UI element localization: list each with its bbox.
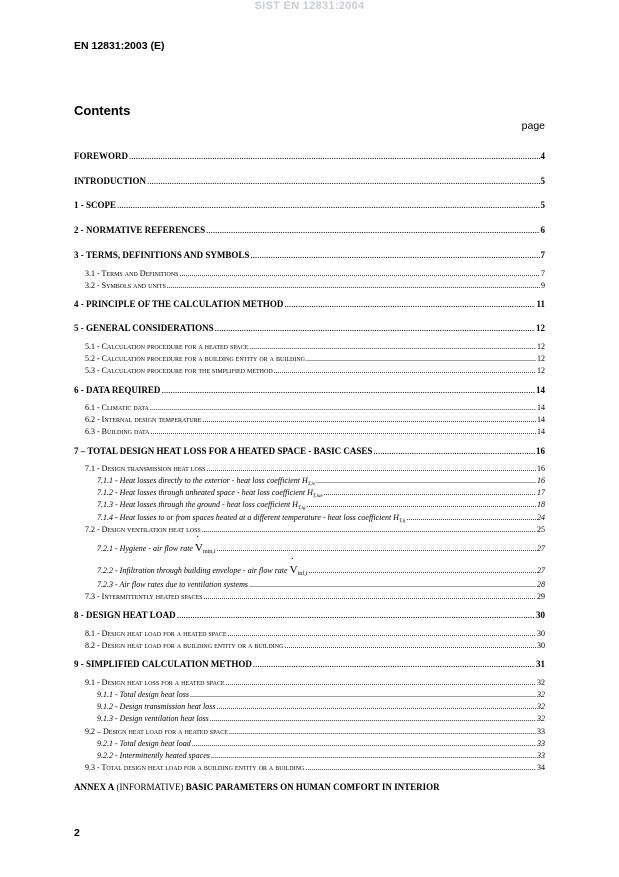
toc-entry-simplified-method[interactable]: 9 - SIMPLIFIED CALCULATION METHOD ..... 31 bbox=[74, 659, 545, 670]
toc-entry-7-1-1[interactable]: 7.1.1 - Heat losses directly to the exterior - heat loss coefficient $H_{T,ie}$ ..... 16 bbox=[97, 476, 545, 490]
toc-entry-8-1[interactable]: 8.1 - Design heat load for a heated space ..... 30 bbox=[85, 629, 545, 639]
toc-entry-7-1-4[interactable]: 7.1.4 - Heat losses to or from spaces heated at a different temperature - heat loss coefficient $H_{T,ij}$ ..... 24 bbox=[97, 513, 545, 527]
watermark: SIST EN 12831:2004 bbox=[254, 0, 365, 12]
toc-entry-normative-references[interactable]: 2 - NORMATIVE REFERENCES ..... 6 bbox=[74, 225, 545, 236]
toc-entry-scope[interactable]: 1 - SCOPE ..... 5 bbox=[74, 200, 545, 211]
toc-entry-7-2-3[interactable]: 7.2.3 - Air flow rates due to ventilation systems ..... 28 bbox=[97, 580, 545, 590]
toc-entry-9-2[interactable]: 9.2 – Design heat load for a heated space ..... 33 bbox=[85, 727, 545, 737]
toc-entry-principle[interactable]: 4 - PRINCIPLE OF THE CALCULATION METHOD ..... 11 bbox=[74, 299, 545, 310]
toc-entry-7-3[interactable]: 7.3 - Intermittently heated spaces ..... 29 bbox=[85, 592, 545, 602]
toc-entry-5-3[interactable]: 5.3 - Calculation procedure for the simplified method ..... 12 bbox=[85, 366, 545, 376]
toc-entry-9-1-1[interactable]: 9.1.1 - Total design heat loss ..... 32 bbox=[97, 690, 545, 700]
toc-entry-terms[interactable]: 3 - TERMS, DEFINITIONS AND SYMBOLS ..... 7 bbox=[74, 250, 545, 261]
toc-entry-6-1[interactable]: 6.1 - Climatic data ..... 14 bbox=[85, 403, 545, 413]
toc-entry-total-design-heat-loss[interactable]: 7 – TOTAL DESIGN HEAT LOSS FOR A HEATED SPACE - BASIC CASES ..... 16 bbox=[74, 446, 545, 457]
contents-title: Contents bbox=[74, 103, 131, 118]
document-id: EN 12831:2003 (E) bbox=[74, 40, 165, 52]
toc-entry-8-2[interactable]: 8.2 - Design heat load for a building entity or a building ..... 30 bbox=[85, 641, 545, 651]
toc-entry-7-1[interactable]: 7.1 - Design transmission heat loss ..... 16 bbox=[85, 464, 545, 474]
toc-entry-7-2-2[interactable]: 7.2.2 - Infiltration through building envelope - air flow rate · $V_{inf,i}$ ..... 27 bbox=[97, 565, 545, 579]
toc-entry-design-heat-load[interactable]: 8 - DESIGN HEAT LOAD ..... 30 bbox=[74, 610, 545, 621]
toc-entry-5-2[interactable]: 5.2 - Calculation procedure for a building entity or a building ..... 12 bbox=[85, 354, 545, 364]
toc-entry-9-2-1[interactable]: 9.2.1 - Total design heat load ..... 33 bbox=[97, 739, 545, 749]
toc-entry-introduction[interactable]: INTRODUCTION ..... 5 bbox=[74, 176, 545, 187]
toc-entry-general-considerations[interactable]: 5 - GENERAL CONSIDERATIONS ..... 12 bbox=[74, 323, 545, 334]
toc-entry-9-3[interactable]: 9.3 - Total design heat load for a building entity or a building ..... 34 bbox=[85, 763, 545, 773]
toc-entry-6-3[interactable]: 6.3 - Building data ..... 14 bbox=[85, 427, 545, 437]
toc-entry-9-1-2[interactable]: 9.1.2 - Design transmission heat loss ..... 32 bbox=[97, 702, 545, 712]
toc-entry-7-2-1[interactable]: 7.2.1 - Hygiene - air flow rate · $V_{min,i}$ ..... 27 bbox=[97, 543, 545, 557]
toc-entry-7-2[interactable]: 7.2 - Design ventilation heat loss ..... 25 bbox=[85, 525, 545, 535]
toc-entry-6-2[interactable]: 6.2 - Internal design temperature ..... 14 bbox=[85, 415, 545, 425]
page-number: 2 bbox=[74, 827, 80, 839]
toc-entry-9-2-2[interactable]: 9.2.2 - Intermittently heated spaces ..... 33 bbox=[97, 751, 545, 761]
toc-entry-foreword[interactable]: FOREWORD ..... 4 bbox=[74, 151, 545, 162]
toc-entry-3-2[interactable]: 3.2 - Symbols and units ..... 9 bbox=[85, 281, 545, 291]
page-column-label: page bbox=[521, 120, 545, 132]
toc-entry-9-1[interactable]: 9.1 - Design heat loss for a heated space ..... 32 bbox=[85, 678, 545, 688]
toc-entry-5-1[interactable]: 5.1 - Calculation procedure for a heated space ..... 12 bbox=[85, 342, 545, 352]
toc-entry-7-1-3[interactable]: 7.1.3 - Heat losses through the ground - heat loss coefficient $H_{T,ig}$ ..... 18 bbox=[97, 500, 545, 514]
toc-entry-data-required[interactable]: 6 - DATA REQUIRED ..... 14 bbox=[74, 385, 545, 396]
toc-entry-annex-a[interactable]: ANNEX A (INFORMATIVE) BASIC PARAMETERS ON HUMAN COMFORT IN INTERIOR bbox=[74, 782, 440, 792]
toc-entry-7-1-2[interactable]: 7.1.2 - Heat losses through unheated space - heat loss coefficient $H_{T,iue}$ ..... 17 bbox=[97, 488, 545, 502]
toc-entry-3-1[interactable]: 3.1 - Terms and Definitions ..... 7 bbox=[85, 269, 545, 279]
toc-entry-9-1-3[interactable]: 9.1.3 - Design ventilation heat loss ..... 32 bbox=[97, 714, 545, 724]
